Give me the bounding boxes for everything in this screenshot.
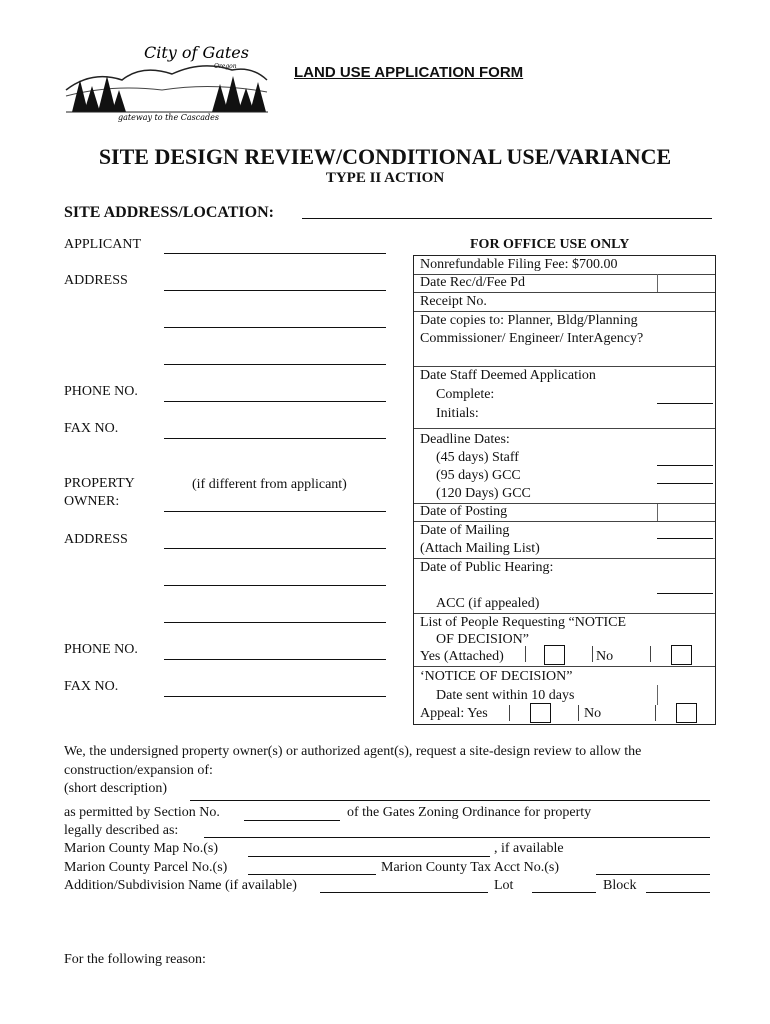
main-title: SITE DESIGN REVIEW/CONDITIONAL USE/VARIANCE bbox=[98, 144, 672, 169]
deadline-95-field[interactable] bbox=[657, 483, 713, 484]
owner-note: (if different from applicant) bbox=[192, 477, 347, 492]
applicant-address-field-3[interactable] bbox=[164, 364, 386, 365]
form-title: LAND USE APPLICATION FORM bbox=[294, 64, 524, 81]
logo-tagline: gateway to the Cascades bbox=[118, 113, 219, 122]
yes-attached-label: Yes (Attached) bbox=[420, 649, 504, 664]
block-label: Block bbox=[603, 878, 637, 893]
attach-label: (Attach Mailing List) bbox=[420, 541, 540, 556]
office-row-mailing bbox=[414, 522, 715, 559]
logo-state: Oregon bbox=[214, 63, 237, 70]
deadline-120: (120 Days) GCC bbox=[436, 486, 531, 501]
office-row-posting bbox=[414, 504, 715, 522]
logo-city-name: City of Gates bbox=[144, 43, 249, 62]
parcel-no-field[interactable] bbox=[248, 874, 376, 875]
office-row-deemed bbox=[414, 367, 715, 429]
office-row-date-rec bbox=[414, 274, 715, 293]
mailing-label: Date of Mailing bbox=[420, 523, 510, 538]
appeal-no-checkbox[interactable] bbox=[676, 703, 697, 723]
mailing-field[interactable] bbox=[657, 538, 713, 539]
office-row-deadline bbox=[414, 429, 715, 504]
applicant-fax-field[interactable] bbox=[164, 438, 386, 439]
applicant-field[interactable] bbox=[164, 253, 386, 254]
deemed-label-3: Initials: bbox=[436, 406, 479, 421]
parcel-label: Marion County Parcel No.(s) bbox=[64, 860, 228, 875]
deemed-label-2: Complete: bbox=[436, 387, 495, 402]
owner-label: OWNER: bbox=[64, 494, 120, 509]
owner-address-field-3[interactable] bbox=[164, 622, 386, 623]
site-address-label: SITE ADDRESS/LOCATION: bbox=[64, 204, 274, 221]
tax-acct-field[interactable] bbox=[596, 874, 710, 875]
owner-name-field[interactable] bbox=[164, 511, 386, 512]
request-line-2: construction/expansion of: bbox=[64, 763, 213, 778]
deemed-complete-field[interactable] bbox=[657, 403, 713, 404]
reason-label: For the following reason: bbox=[64, 952, 206, 967]
deadline-45-field[interactable] bbox=[657, 465, 713, 466]
notice-label-2: OF DECISION” bbox=[436, 632, 529, 647]
date-rec-label: Date Rec/d/Fee Pd bbox=[420, 275, 525, 290]
owner-address-field-2[interactable] bbox=[164, 585, 386, 586]
no-label: No bbox=[596, 649, 614, 664]
office-row-receipt bbox=[414, 293, 715, 312]
request-line-1: We, the undersigned property owner(s) or authorized agent(s), request a site-design review to allow the bbox=[64, 744, 642, 759]
applicant-label: APPLICANT bbox=[64, 237, 142, 252]
yes-attached-checkbox[interactable] bbox=[544, 645, 565, 665]
legally-label: legally described as: bbox=[64, 823, 179, 838]
hearing-label: Date of Public Hearing: bbox=[420, 560, 554, 575]
office-use-title: FOR OFFICE USE ONLY bbox=[470, 237, 630, 252]
owner-phone-label: PHONE NO. bbox=[64, 642, 138, 657]
office-use-box bbox=[413, 255, 716, 725]
applicant-address-field-1[interactable] bbox=[164, 290, 386, 291]
site-address-field[interactable] bbox=[302, 218, 712, 219]
short-description-field[interactable] bbox=[190, 800, 710, 801]
map-no-field[interactable] bbox=[248, 856, 490, 857]
zoning-label: of the Gates Zoning Ordinance for property bbox=[347, 805, 592, 820]
addition-field[interactable] bbox=[320, 892, 488, 893]
posting-label: Date of Posting bbox=[420, 504, 508, 519]
hearing-field[interactable] bbox=[657, 593, 713, 594]
request-line-3: (short description) bbox=[64, 781, 168, 796]
appeal-label: Appeal: Yes bbox=[420, 706, 488, 721]
if-available-label: , if available bbox=[494, 841, 564, 856]
sub-title: TYPE II ACTION bbox=[325, 170, 445, 186]
property-label: PROPERTY bbox=[64, 476, 135, 491]
legal-description-field[interactable] bbox=[204, 837, 710, 838]
notice-label-1: List of People Requesting “NOTICE bbox=[420, 615, 627, 630]
tax-acct-label: Marion County Tax Acct No.(s) bbox=[381, 860, 560, 875]
applicant-phone-field[interactable] bbox=[164, 401, 386, 402]
deadline-45: (45 days) Staff bbox=[436, 450, 519, 465]
deemed-label-1: Date Staff Deemed Application bbox=[420, 368, 596, 383]
deadline-95: (95 days) GCC bbox=[436, 468, 521, 483]
nod-label-1: ‘NOTICE OF DECISION” bbox=[420, 669, 573, 684]
applicant-phone-label: PHONE NO. bbox=[64, 384, 138, 399]
appeal-yes-checkbox[interactable] bbox=[530, 703, 551, 723]
lot-field[interactable] bbox=[532, 892, 596, 893]
deadline-label: Deadline Dates: bbox=[420, 432, 510, 447]
map-label: Marion County Map No.(s) bbox=[64, 841, 218, 856]
copies-label-1: Date copies to: Planner, Bldg/Planning bbox=[420, 313, 638, 328]
office-row-hearing bbox=[414, 559, 715, 614]
fee-label: Nonrefundable Filing Fee: $700.00 bbox=[420, 257, 618, 272]
applicant-fax-label: FAX NO. bbox=[64, 421, 119, 436]
owner-address-field-1[interactable] bbox=[164, 548, 386, 549]
owner-fax-field[interactable] bbox=[164, 696, 386, 697]
permitted-label: as permitted by Section No. bbox=[64, 805, 220, 820]
office-row-copies bbox=[414, 312, 715, 367]
owner-fax-label: FAX NO. bbox=[64, 679, 119, 694]
city-logo bbox=[62, 40, 272, 122]
office-row-nod bbox=[414, 667, 715, 724]
lot-label: Lot bbox=[494, 878, 514, 893]
office-row-notice bbox=[414, 614, 715, 667]
copies-label-2: Commissioner/ Engineer/ InterAgency? bbox=[420, 331, 644, 346]
owner-address-label: ADDRESS bbox=[64, 532, 128, 547]
nod-label-2: Date sent within 10 days bbox=[436, 688, 575, 703]
appeal-no-label: No bbox=[584, 706, 602, 721]
owner-phone-field[interactable] bbox=[164, 659, 386, 660]
block-field[interactable] bbox=[646, 892, 710, 893]
receipt-label: Receipt No. bbox=[420, 294, 487, 309]
applicant-address-field-2[interactable] bbox=[164, 327, 386, 328]
acc-label: ACC (if appealed) bbox=[436, 596, 540, 611]
office-row-fee bbox=[414, 256, 715, 275]
addition-label: Addition/Subdivision Name (if available) bbox=[64, 878, 297, 893]
applicant-address-label: ADDRESS bbox=[64, 273, 128, 288]
no-checkbox[interactable] bbox=[671, 645, 692, 665]
section-no-field[interactable] bbox=[244, 820, 340, 821]
